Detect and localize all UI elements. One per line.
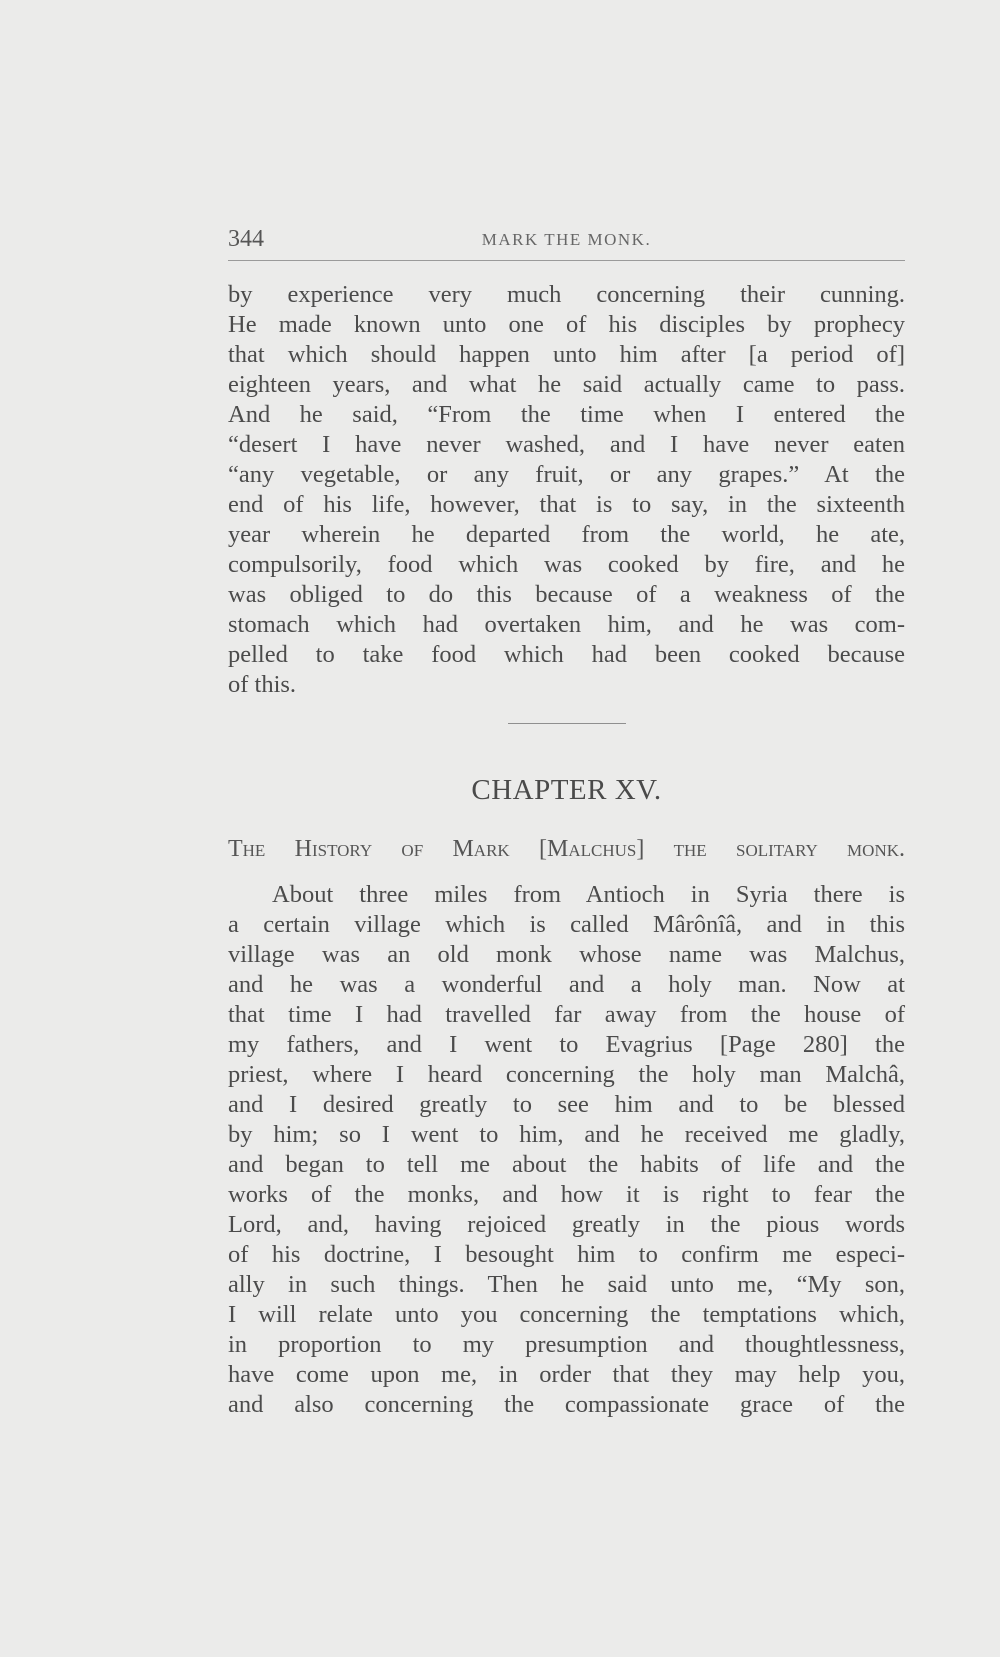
text-line: end of his life, however, that is to say, in the sixteenth [228, 491, 905, 518]
text-line: and also concerning the compassionate grace of the [228, 1391, 905, 1418]
section-divider [508, 723, 626, 724]
text-line: eighteen years, and what he said actually came to pass. [228, 371, 905, 398]
text-line: of this. [228, 671, 297, 698]
text-line: my fathers, and I went to Evagrius [Page 280] the [228, 1031, 905, 1058]
top-paragraph [228, 280, 905, 700]
text-line: by him; so I went to him, and he received me gladly, [228, 1121, 905, 1148]
text-line: ally in such things. Then he said unto me, “My son, [228, 1271, 905, 1298]
text-line: of his doctrine, I besought him to confirm me especi- [228, 1241, 905, 1268]
text-line: was obliged to do this because of a weakness of the [228, 581, 905, 608]
text-line: works of the monks, and how it is right to fear the [228, 1181, 905, 1208]
text-line: pelled to take food which had been cooked because [228, 641, 905, 668]
text-line: compulsorily, food which was cooked by fire, and he [228, 551, 905, 578]
text-line: and he was a wonderful and a holy man. Now at [228, 971, 905, 998]
text-line: and began to tell me about the habits of life and the [228, 1151, 905, 1178]
text-line: About three miles from Antioch in Syria there is [272, 881, 905, 908]
text-line: a certain village which is called Mârônîâ, and in this [228, 911, 905, 938]
text-line: Lord, and, having rejoiced greatly in the pious words [228, 1211, 905, 1238]
text-line: year wherein he departed from the world, he ate, [228, 521, 905, 548]
text-line: and I desired greatly to see him and to be blessed [228, 1091, 905, 1118]
text-line: “desert I have never washed, and I have never eaten [228, 431, 905, 458]
text-line: He made known unto one of his disciples by prophecy [228, 311, 905, 338]
text-line: I will relate unto you concerning the temptations which, [228, 1301, 905, 1328]
text-line: in proportion to my presumption and thoughtlessness, [228, 1331, 905, 1358]
text-line: “any vegetable, or any fruit, or any grapes.” At the [228, 461, 905, 488]
running-title: MARK THE MONK. [481, 230, 652, 249]
chapter-paragraph [228, 880, 905, 1420]
text-line: priest, where I heard concerning the holy man Malchâ, [228, 1061, 905, 1088]
text-line: stomach which had overtaken him, and he was com- [228, 611, 905, 638]
text-line: have come upon me, in order that they may help you, [228, 1361, 905, 1388]
text-line: that time I had travelled far away from the house of [228, 1001, 905, 1028]
text-line: And he said, “From the time when I entered the [228, 401, 905, 428]
text-line: that which should happen unto him after [a period of] [228, 341, 905, 368]
page-header [228, 226, 905, 261]
text-line: village was an old monk whose name was Malchus, [228, 941, 905, 968]
chapter-subtitle: The History of Mark [Malchus] the solitary monk. [228, 836, 905, 862]
page-number: 344 [228, 226, 264, 252]
chapter-heading: CHAPTER XV. [471, 774, 662, 806]
text-line: by experience very much concerning their cunning. [228, 281, 905, 308]
